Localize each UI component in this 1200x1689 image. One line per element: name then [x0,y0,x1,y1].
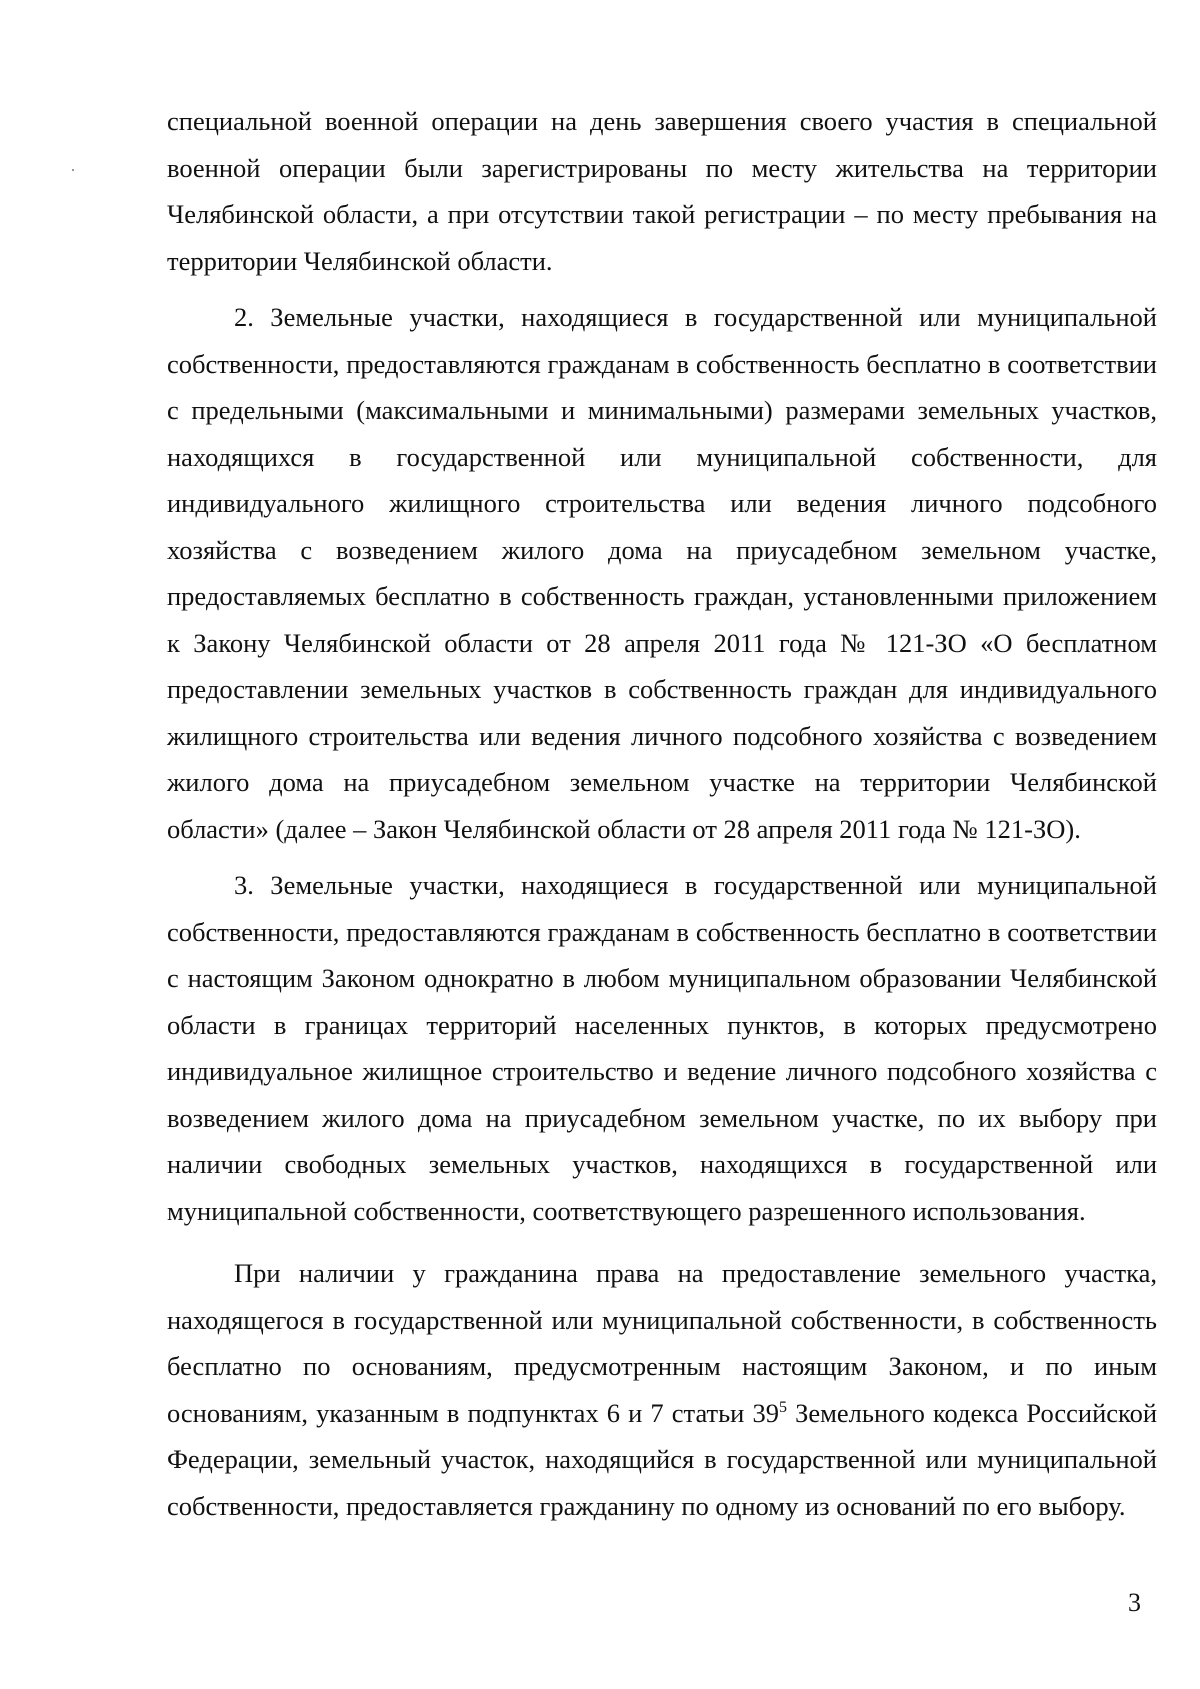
paragraph-item-3: 3. Земельные участки, находящиеся в государственной или муниципальной собственности, предоставляются гражданам в собственность бесплатно в соответствии с настоящим Законом однократно в любом муниципальном образовании Челябинской области в границах территорий населенных пунктов, в которых предусмотрено индивидуальное жилищное строительство и ведение личного подсобного хозяйства с возведением жилого дома на приусадебном земельном участке, по их выбору при наличии свободных земельных участков, находящихся в государственной или муниципальной собственности, соответствующего разрешенного использования. [167,870,1157,1226]
paragraph-choice [167,1250,1157,1529]
body-text [167,98,1157,1529]
paragraph-continuation: специальной военной операции на день завершения своего участия в специальной военной операции были зарегистрированы по месту жительства на территории Челябинской области, а при отсутствии такой регистрации – по месту пребывания на территории Челябинской области. [167,106,1157,276]
page-number: 3 [1128,1588,1141,1617]
paragraph-choice-text-before: При наличии у гражданина права на предоставление земельного участка, находящегося в государственной или муниципальной собственности, в собственность бесплатно по основаниям, предусмотренным настоящим Законом, и по иным основаниям, указанным в подпунктах 6 и 7 статьи 39 [167,1258,1157,1428]
paragraph-item-2: 2. Земельные участки, находящиеся в государственной или муниципальной собственности, предоставляются гражданам в собственность бесплатно в соответствии с предельными (максимальными и минимальными) размерами земельных участков, находящихся в государственной или муниципальной собственности, для индивидуального жилищного строительства или ведения личного подсобного хозяйства с возведением жилого дома на приусадебном земельном участке, предоставляемых бесплатно в собственность граждан, установленными приложением к Закону Челябинской области от 28 апреля 2011 года № 121-ЗО «О бесплатном предоставлении земельных участков в собственность граждан для индивидуального жилищного строительства или ведения личного подсобного хозяйства с возведением жилого дома на приусадебном земельном участке на территории Челябинской области» (далее – Закон Челябинской области от 28 апреля 2011 года № 121-ЗО). [167,302,1157,844]
article-superscript: 5 [778,1398,787,1416]
scan-speck [72,169,74,171]
paragraph-choice-text-after: Земельного кодекса Российской Федерации, земельный участок, находящийся в государственной или муниципальной собственности, предоставляется гражданину по одному из оснований по его выбору. [167,1397,1157,1521]
